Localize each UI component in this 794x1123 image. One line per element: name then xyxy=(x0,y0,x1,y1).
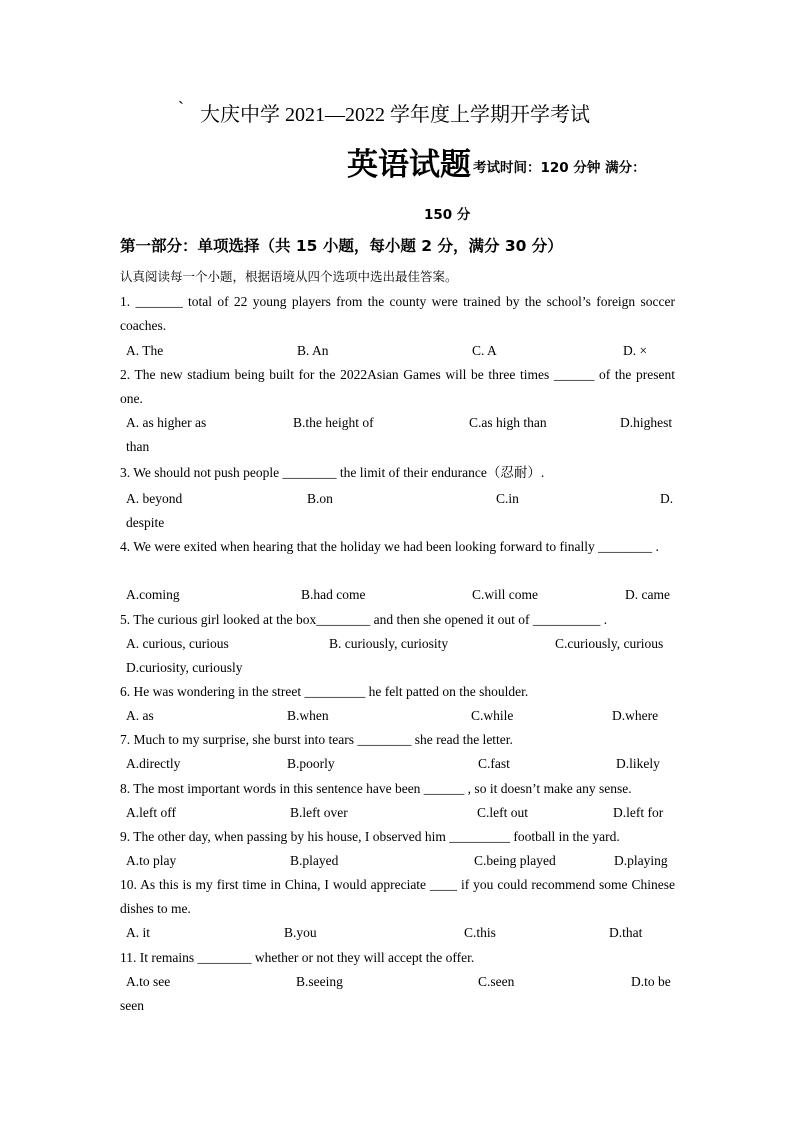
option-d[interactable]: D.highest xyxy=(620,415,673,430)
option-c[interactable]: C.seen xyxy=(478,974,515,989)
option-c[interactable]: C.will come xyxy=(472,587,538,602)
option-b[interactable]: B. An xyxy=(297,343,329,358)
option-d[interactable]: D.to be xyxy=(631,974,671,989)
school-title: 大庆中学 2021—2022 学年度上学期开学考试 xyxy=(200,104,590,126)
question-stem: 11. It remains ________ whether or not they will accept the offer. xyxy=(120,950,475,965)
option-b[interactable]: B.when xyxy=(287,708,329,723)
option-a[interactable]: A. as xyxy=(126,708,154,723)
option-a[interactable]: A.to play xyxy=(126,853,177,868)
options-q6 xyxy=(126,704,676,728)
option-b[interactable]: B.poorly xyxy=(287,756,335,771)
options-q7 xyxy=(126,752,676,776)
option-continuation: seen xyxy=(120,998,144,1013)
option-d[interactable]: D.where xyxy=(612,708,659,723)
option-b[interactable]: B.seeing xyxy=(296,974,343,989)
option-a[interactable]: A.to see xyxy=(126,974,171,989)
options-q5 xyxy=(126,632,676,656)
question-stem: 4. We were exited when hearing that the holiday we had been looking forward to finally ________ . xyxy=(120,539,659,554)
option-c[interactable]: C.as high than xyxy=(469,415,547,430)
question-11 xyxy=(120,946,675,970)
question-stem: 7. Much to my surprise, she burst into tears ________ she read the letter. xyxy=(120,732,513,747)
option-d[interactable]: D.that xyxy=(609,925,643,940)
question-2 xyxy=(120,363,675,411)
option-a[interactable]: A. curious, curious xyxy=(126,636,229,651)
option-c[interactable]: C. A xyxy=(472,343,497,358)
question-stem: 5. The curious girl looked at the box________ and then she opened it out of __________ . xyxy=(120,612,608,627)
option-continuation: than xyxy=(126,439,150,454)
option-b[interactable]: B.left over xyxy=(290,805,348,820)
option-a[interactable]: A. as higher as xyxy=(126,415,207,430)
option-b[interactable]: B. curiously, curiosity xyxy=(329,636,449,651)
option-a[interactable]: A. it xyxy=(126,925,151,940)
subject-title: 英语试题 xyxy=(347,147,471,182)
options-q4 xyxy=(126,583,676,607)
option-d[interactable]: D.playing xyxy=(614,853,668,868)
option-c[interactable]: C.curiously, curious xyxy=(555,636,664,651)
question-8 xyxy=(120,777,675,801)
option-c[interactable]: C.fast xyxy=(478,756,510,771)
options-q1 xyxy=(126,339,676,363)
question-9 xyxy=(120,825,675,849)
option-c[interactable]: C.while xyxy=(471,708,514,723)
question-stem: 9. The other day, when passing by his house, I observed him _________ football in the yard. xyxy=(120,829,620,844)
option-d[interactable]: D. xyxy=(660,491,674,506)
option-d[interactable]: D. came xyxy=(625,587,670,602)
option-a[interactable]: A.directly xyxy=(126,756,181,771)
option-b[interactable]: B.had come xyxy=(301,587,366,602)
option-c[interactable]: C.this xyxy=(464,925,496,940)
options-q11 xyxy=(126,970,676,994)
question-4 xyxy=(120,535,675,559)
question-stem: 1. _______ total of 22 young players from the county were trained by the school’s foreign soccer coaches. xyxy=(120,294,675,333)
question-stem: 2. The new stadium being built for the 2022Asian Games will be three times ______ of the present one. xyxy=(120,367,675,406)
question-6 xyxy=(120,680,675,704)
question-stem: 10. As this is my first time in China, I would appreciate ____ if you could recommend some Chinese dishes to me. xyxy=(120,877,675,916)
option-d[interactable]: D.likely xyxy=(616,756,660,771)
options-q10 xyxy=(126,921,676,945)
exam-info: 考试时间：120 分钟 满分： xyxy=(473,160,646,176)
question-5 xyxy=(120,608,675,632)
option-c[interactable]: C.in xyxy=(496,491,519,506)
option-d[interactable]: D.left for xyxy=(613,805,664,820)
option-d[interactable]: D. × xyxy=(623,343,648,358)
full-score: 150 分 xyxy=(424,207,471,223)
option-a[interactable]: A.left off xyxy=(126,805,176,820)
question-1 xyxy=(120,290,675,338)
option-c[interactable]: C.being played xyxy=(474,853,556,868)
question-stem: 3. We should not push people ________ the limit of their endurance（忍耐）. xyxy=(120,465,545,480)
question-stem: 6. He was wondering in the street _________ he felt patted on the shoulder. xyxy=(120,684,529,699)
option-a[interactable]: A. beyond xyxy=(126,491,183,506)
question-7 xyxy=(120,728,675,752)
header-tick: ` xyxy=(178,98,184,118)
option-c[interactable]: C.left out xyxy=(477,805,528,820)
option-continuation: despite xyxy=(126,515,165,530)
section-title: 第一部分：单项选择（共 15 小题，每小题 2 分，满分 30 分） xyxy=(120,237,563,255)
option-a[interactable]: A. The xyxy=(126,343,164,358)
section-instruction: 认真阅读每一个小题，根据语境从四个选项中选出最佳答案。 xyxy=(120,269,458,284)
option-a[interactable]: A.coming xyxy=(126,587,180,602)
option-b[interactable]: B.played xyxy=(290,853,339,868)
options-q9 xyxy=(126,849,676,873)
option-d[interactable]: D.curiosity, curiously xyxy=(126,660,243,675)
option-b[interactable]: B.you xyxy=(284,925,317,940)
option-b[interactable]: B.on xyxy=(307,491,333,506)
question-stem: 8. The most important words in this sentence have been ______ , so it doesn’t make any sense. xyxy=(120,781,632,796)
question-3 xyxy=(120,461,675,485)
question-10 xyxy=(120,873,675,921)
options-q8 xyxy=(126,801,676,825)
options-q3 xyxy=(126,487,676,511)
option-b[interactable]: B.the height of xyxy=(293,415,374,430)
options-q2 xyxy=(126,411,676,435)
